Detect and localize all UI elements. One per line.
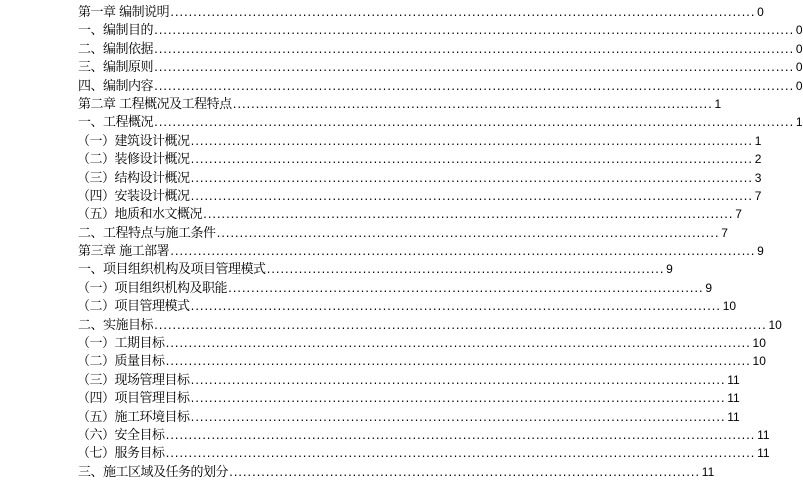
toc-entry[interactable] — [78, 224, 803, 242]
toc-page-number: 10 — [752, 354, 766, 369]
toc-entry[interactable] — [77, 279, 802, 297]
toc-dot-leader: ............................................................................................................................................ — [153, 63, 793, 75]
toc-dot-leader: ....................................................................................... — [265, 265, 664, 277]
toc-page-number: 9 — [705, 280, 713, 295]
toc-dot-leader: ........................................................................................................................... — [189, 136, 752, 148]
toc-dot-leader: ............................................................................................................................................ — [153, 118, 793, 130]
toc-entry[interactable] — [78, 113, 803, 131]
toc-dot-leader: ............................................................................................................................................ — [153, 81, 793, 93]
toc-dot-leader: .............................................................................................................. — [215, 228, 719, 240]
toc-page-number: 0 — [795, 23, 803, 38]
toc-dot-leader: ........................................................................................................................... — [189, 173, 752, 185]
toc-entry[interactable] — [77, 132, 802, 150]
toc-entry-title: （四）项目管理目标 — [77, 391, 190, 407]
toc-entry-title: （二）质量目标 — [77, 354, 165, 370]
toc-dot-leader: ................................................................................................................................ — [164, 357, 750, 369]
toc-entry[interactable] — [78, 316, 803, 334]
toc-dot-leader: ................................................................................................................................ — [169, 247, 755, 259]
toc-page-number: 10 — [752, 336, 766, 351]
toc-entry[interactable] — [77, 389, 802, 407]
toc-dot-leader: ........................................................................................................................... — [189, 155, 752, 167]
toc-entry-title: （一）项目组织机构及职能 — [77, 280, 228, 296]
toc-entry[interactable] — [77, 444, 802, 462]
toc-page-number: 11 — [727, 391, 740, 406]
toc-entry-title: （三）结构设计概况 — [77, 170, 190, 186]
toc-dot-leader: ..................................................................................................................... — [189, 412, 725, 424]
toc-entry-title: （二）装修设计概况 — [77, 152, 190, 168]
toc-entry-title: （六）安全目标 — [77, 427, 165, 443]
toc-entry[interactable] — [78, 40, 803, 58]
toc-entry[interactable] — [77, 297, 802, 315]
toc-page-number: 10 — [768, 317, 782, 332]
toc-dot-leader: ...................................................................................................................................... — [153, 320, 766, 332]
toc-entry-title: 二、编制依据 — [78, 41, 154, 57]
toc-dot-leader: ........................................................................................................................... — [189, 191, 752, 203]
toc-entry[interactable] — [78, 21, 803, 39]
toc-entry[interactable] — [78, 77, 803, 95]
toc-entry-title: （七）服务目标 — [77, 446, 165, 462]
toc-dot-leader: ................................................................................................................................ — [169, 8, 755, 19]
toc-page-number: 7 — [754, 188, 762, 203]
toc-page-number: 0 — [757, 5, 764, 19]
toc-page-number: 11 — [701, 464, 715, 479]
toc-entry-title: （一）建筑设计概况 — [77, 133, 190, 149]
toc-entry-title: 三、编制原则 — [78, 60, 154, 76]
toc-entry-title: 三、施工区域及任务的划分 — [78, 464, 229, 480]
toc-page-number: 11 — [727, 372, 740, 387]
toc-page-number: 11 — [757, 446, 770, 461]
toc-entry[interactable] — [77, 169, 802, 187]
toc-entry-title: （三）现场管理目标 — [77, 372, 190, 388]
toc-entry[interactable] — [78, 463, 803, 481]
table-of-contents — [78, 3, 803, 481]
toc-entry-title: （四）安装设计概况 — [77, 188, 190, 204]
toc-page-number: 10 — [722, 299, 737, 314]
toc-page-number: 9 — [666, 262, 673, 277]
toc-page-number: 11 — [757, 427, 770, 442]
toc-dot-leader: ......................................................................................................... — [231, 99, 712, 111]
toc-page-number: 1 — [754, 133, 762, 148]
toc-entry-title: 一、项目组织机构及项目管理模式 — [78, 262, 266, 278]
toc-dot-leader: ............................................................................................................................................ — [153, 44, 793, 56]
toc-entry[interactable] — [77, 371, 802, 389]
toc-page-number: 7 — [721, 225, 728, 240]
toc-entry[interactable] — [78, 58, 803, 76]
toc-page-number: 0 — [795, 41, 803, 56]
toc-entry-title: （一）工期目标 — [77, 336, 165, 352]
toc-page-number: 1 — [795, 115, 803, 130]
toc-page-number: 0 — [795, 78, 803, 93]
toc-entry[interactable] — [77, 408, 802, 426]
toc-entry[interactable] — [78, 260, 803, 278]
toc-page-number: 0 — [795, 60, 803, 75]
toc-page-number: 7 — [735, 207, 742, 222]
toc-entry[interactable] — [77, 426, 802, 444]
toc-entry[interactable] — [77, 150, 802, 168]
toc-entry[interactable] — [78, 3, 803, 21]
toc-entry[interactable] — [77, 352, 802, 370]
toc-page-number: 9 — [757, 244, 764, 259]
toc-dot-leader: ..................................................................................................................... — [189, 394, 725, 406]
toc-entry[interactable] — [77, 205, 802, 223]
toc-entry-title: 一、编制目的 — [78, 23, 154, 39]
toc-dot-leader: ..................................................................................................................... — [189, 375, 725, 387]
toc-entry-title: 一、工程概况 — [78, 115, 154, 131]
toc-dot-leader: .................................................................................................................... — [202, 210, 733, 222]
toc-entry-title: （二）项目管理模式 — [77, 299, 190, 315]
toc-entry[interactable] — [77, 187, 802, 205]
toc-dot-leader: ............................................................................................................................................ — [153, 26, 793, 38]
toc-entry-title: （五）施工环境目标 — [77, 409, 190, 425]
toc-page-number: 3 — [754, 170, 762, 185]
toc-entry-title: （五）地质和水文概况 — [77, 207, 203, 223]
toc-dot-leader: ................................................................................................................................. — [164, 449, 755, 461]
toc-entry[interactable] — [78, 242, 803, 260]
toc-dot-leader: .................................................................................................................... — [189, 302, 720, 314]
toc-entry-title: 第一章 编制说明 — [78, 5, 170, 20]
toc-dot-leader: ........................................................................................................ — [227, 283, 703, 295]
toc-page-number: 2 — [754, 152, 762, 167]
toc-entry-title: 二、工程特点与施工条件 — [78, 225, 216, 241]
toc-page-number: 1 — [714, 96, 722, 111]
toc-entry-title: 第二章 工程概况及工程特点 — [78, 96, 232, 112]
toc-entry[interactable] — [78, 95, 803, 113]
toc-dot-leader: ................................................................................................................................. — [164, 430, 755, 442]
toc-entry-title: 二、实施目标 — [78, 317, 154, 333]
toc-dot-leader: ................................................................................................................................ — [164, 339, 750, 351]
toc-dot-leader: ....................................................................................................... — [228, 467, 699, 479]
toc-entry-title: 第三章 施工部署 — [78, 244, 170, 260]
toc-entry[interactable] — [77, 334, 802, 352]
toc-entry-title: 四、编制内容 — [78, 78, 154, 94]
toc-page-number: 11 — [727, 409, 740, 424]
